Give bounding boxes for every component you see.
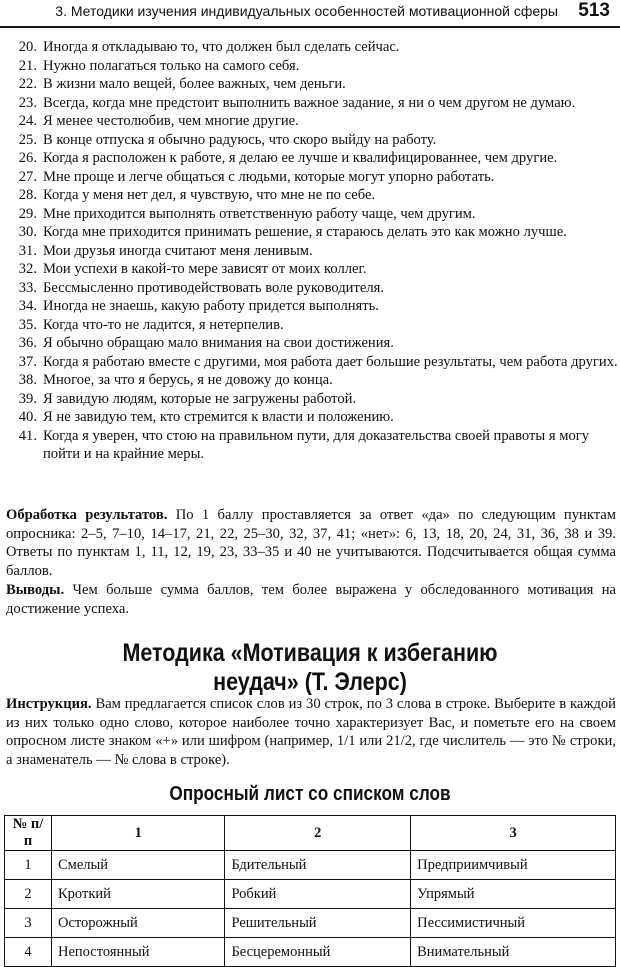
item-text: Мои друзья иногда считают меня ленивым. (43, 242, 313, 259)
processing-label: Обработка результатов. (6, 507, 168, 523)
list-item (6, 223, 618, 242)
item-number: 31. (18, 242, 37, 259)
word-cell: Упрямый (411, 880, 616, 909)
item-text: Мои успехи в какой-то мере зависят от моих коллег. (43, 261, 367, 277)
header-cell-number: № п/п (5, 816, 52, 851)
method-title-line1: Методика «Мотивация к избеганию (122, 639, 498, 667)
list-item (6, 334, 618, 353)
row-number-cell: 4 (5, 938, 52, 967)
item-number: 39. (18, 390, 37, 407)
word-cell: Бдительный (225, 851, 411, 880)
word-cell: Внимательный (411, 938, 616, 967)
row-number-cell: 3 (5, 909, 52, 938)
table-header-row (5, 816, 616, 851)
instruction-label: Инструкция. (6, 696, 92, 712)
table-row (5, 880, 616, 909)
item-number: 23. (18, 94, 37, 111)
word-cell: Смелый (52, 851, 225, 880)
running-header (0, 0, 620, 28)
item-number: 36. (18, 335, 37, 351)
item-number: 34. (18, 298, 37, 314)
instruction-paragraph (6, 695, 616, 769)
table-row (5, 938, 616, 967)
item-text: Когда что-то не ладится, я нетерпелив. (43, 316, 284, 333)
list-item (6, 205, 618, 224)
word-cell: Осторожный (52, 909, 225, 938)
item-text: Нужно полагаться только на самого себя. (43, 57, 300, 74)
item-text: Я обычно обращаю мало внимания на свои достижения. (43, 335, 394, 351)
conclusions-label: Выводы. (6, 582, 65, 598)
item-text: Когда я расположен к работе, я делаю ее лучше и квалифицированнее, чем другие. (43, 150, 558, 166)
list-item (6, 57, 618, 76)
item-text: Всегда, когда мне предстоит выполнить важное задание, я ни о чем другом не думаю. (43, 94, 576, 111)
list-item (6, 260, 618, 279)
item-number: 35. (18, 316, 37, 333)
item-number: 40. (18, 409, 37, 425)
word-cell: Решительный (225, 909, 411, 938)
item-number: 32. (18, 261, 37, 277)
item-text: Когда мне приходится принимать решение, я стараюсь делать это как можно лучше. (43, 224, 567, 240)
processing-paragraph (6, 506, 616, 580)
table-row (5, 851, 616, 880)
list-item (6, 94, 618, 113)
item-text: В конце отпуска я обычно радуюсь, что скоро выйду на работу. (43, 131, 437, 148)
processing-text: По 1 баллу проставляется за ответ «да» по следующим пунктам опросника: 2–5, 7–10, 14–17, 21, 22, 25–30, 32, 37, 41; «нет»: 6, 13, 18, 20, 24, 31, 36, 38 и 39. Ответы по пунктам 1, 11, 12, 19, 23, 33–35 и 40 не учитываются. Подсчитывается общая сумма баллов. (6, 507, 616, 579)
item-text: Мне приходится выполнять ответственную работу чаще, чем другим. (43, 205, 476, 222)
item-number: 25. (18, 131, 37, 148)
header-title: 3. Методики изучения индивидуальных особенностей мотивационной сферы (55, 3, 558, 19)
item-text: В жизни мало вещей, более важных, чем деньги. (43, 76, 346, 92)
word-cell: Пессимистичный (411, 909, 616, 938)
word-cell: Кроткий (52, 880, 225, 909)
item-number: 30. (18, 224, 37, 240)
item-number: 26. (18, 150, 37, 166)
item-number: 41. (18, 427, 37, 444)
item-number: 21. (18, 57, 37, 74)
list-item (6, 112, 618, 131)
item-text: Многое, за что я берусь, я не довожу до конца. (43, 372, 333, 388)
list-item (6, 186, 618, 205)
questionnaire-items (6, 38, 618, 464)
header-cell-col2: 2 (225, 816, 411, 851)
item-number: 38. (18, 372, 37, 388)
item-text: Иногда не знаешь, какую работу придется выполнять. (43, 298, 379, 314)
item-number: 24. (18, 113, 37, 129)
list-item (6, 408, 618, 427)
item-text: Я менее честолюбив, чем многие другие. (43, 113, 299, 129)
item-number: 27. (18, 168, 37, 185)
item-number: 20. (18, 39, 37, 55)
item-number: 28. (18, 187, 37, 203)
list-item (6, 297, 618, 316)
table-body (5, 851, 616, 967)
list-item (6, 353, 618, 372)
item-number: 33. (18, 279, 37, 296)
word-list-table (4, 815, 616, 967)
item-text: Иногда я откладываю то, что должен был сделать сейчас. (43, 39, 400, 55)
item-text: Бессмысленно противодействовать воле руководителя. (43, 279, 384, 296)
item-text: Когда я уверен, что стою на правильном пути, для доказательства своей правоты я могу пойти и на крайние меры. (43, 427, 590, 462)
list-item (6, 427, 618, 464)
header-cell-col3: 3 (411, 816, 616, 851)
list-item (6, 131, 618, 150)
word-cell: Бесцеремонный (225, 938, 411, 967)
list-item (6, 279, 618, 298)
list-item (6, 38, 618, 57)
item-text: Я не завидую тем, кто стремится к власти и положению. (43, 409, 394, 425)
row-number-cell: 1 (5, 851, 52, 880)
conclusions-paragraph (6, 581, 616, 618)
word-cell: Предприимчивый (411, 851, 616, 880)
word-cell: Непостоянный (52, 938, 225, 967)
table-title: Опросный лист со списком слов (169, 783, 451, 805)
list-item (6, 149, 618, 168)
list-item (6, 242, 618, 261)
conclusions-text: Чем больше сумма баллов, тем более выражена у обследованного мотивация на достижение успеха. (6, 582, 616, 617)
word-cell: Робкий (225, 880, 411, 909)
list-item (6, 316, 618, 335)
method-title-line2: неудач» (Т. Элерс) (213, 668, 407, 696)
header-cell-col1: 1 (52, 816, 225, 851)
item-text: Когда я работаю вместе с другими, моя работа дает большие результаты, чем работа других. (43, 353, 618, 370)
item-number: 37. (18, 353, 37, 370)
page-number: 513 (578, 0, 610, 21)
list-item (6, 371, 618, 390)
row-number-cell: 2 (5, 880, 52, 909)
list-item (6, 75, 618, 94)
instruction-text: Вам предлагается список слов из 30 строк, по 3 слова в строке. Выберите в каждой из них только одно слово, которое наиболее точно характеризует Вас, и пометьте его на своем опросном листе знаком «+» или шифром (например, 1/1 или 21/2, где числитель — это № строки, а знаменатель — № слова в строке). (6, 696, 616, 768)
list-item (6, 390, 618, 409)
item-number: 22. (18, 76, 37, 92)
table-row (5, 909, 616, 938)
item-text: Когда у меня нет дел, я чувствую, что мне не по себе. (43, 187, 376, 203)
item-number: 29. (18, 205, 37, 222)
list-item (6, 168, 618, 187)
item-text: Я завидую людям, которые не загружены работой. (43, 390, 357, 407)
item-text: Мне проще и легче общаться с людьми, которые могут упорно работать. (43, 168, 495, 185)
